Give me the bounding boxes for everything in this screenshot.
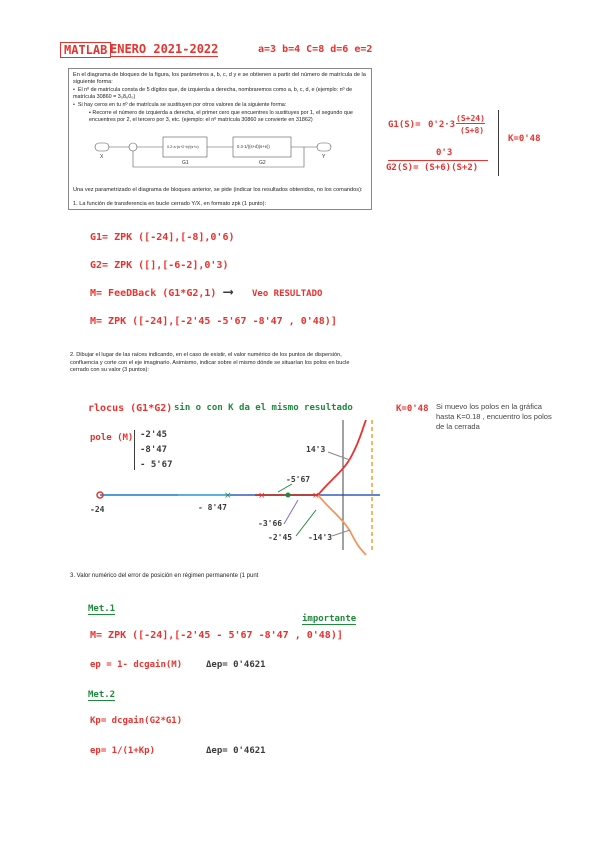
matlab-tag: MATLAB <box>60 42 111 58</box>
pole-marker-minus8: × <box>224 491 232 501</box>
problem-subbullet <box>89 110 363 124</box>
g2-fraction-bar <box>388 160 488 161</box>
label-minus245: -2'45 <box>268 533 293 542</box>
g2-num: 0'3 <box>436 148 453 158</box>
important-note: importante <box>302 614 357 624</box>
arrow-icon: ⟶ <box>224 284 233 300</box>
answer-g1: G1= ZPK ([-24],[-8],0'6) <box>90 232 235 243</box>
input-node <box>95 143 109 151</box>
pole-value-1: -2'45 <box>140 430 168 440</box>
answer-m-zpk: M= ZPK ([-24],[-2'45 -5'67 -8'47 , 0'48)] <box>90 316 337 327</box>
see-result-note: Veo RESULTADO <box>252 289 323 299</box>
problem-bullet-2 <box>73 102 363 109</box>
pole-marker-minus6: × <box>258 491 266 501</box>
arrow-minus143 <box>332 530 350 536</box>
rlocus-title: rlocus (G1*G2) <box>88 403 173 414</box>
method1-delta-ep: Δep= 0'4621 <box>206 660 266 670</box>
rlocus-note: sin o con K da el mismo resultado <box>174 403 353 413</box>
label-minus847: - 8'47 <box>198 503 227 512</box>
problem-intro: En el diagrama de bloques de la figura, los parámetros a, b, c, d y e se obtienen a partir del número de matrícula de la siguiente forma: <box>73 72 366 85</box>
g1-expr: 0'2·3 <box>428 120 456 130</box>
summing-junction <box>129 143 137 151</box>
label-minus143: -14'3 <box>308 533 333 542</box>
g1-num: (S+24) <box>456 114 485 123</box>
question-1: 1. La función de transferencia en bucle cerrado Y/X, en formato zpk (1 punto): <box>73 201 266 207</box>
g1-label: G1(S)= <box>388 120 421 130</box>
k-divider <box>498 110 499 176</box>
label-minus366: -3'66 <box>258 519 283 528</box>
pole-marker-minus2: × <box>312 491 320 501</box>
output-label: Y <box>322 154 326 160</box>
arrow-366 <box>284 500 298 524</box>
lower-branch <box>318 495 366 555</box>
bullet2-text: Si hay ceros en tu nº de matrícula se sustituyen por otros valores de la siguiente forma: <box>77 102 287 108</box>
problem-after: Una vez parametrizado el diagrama de bloques anterior, se pide (indicar los resultados obtenidos, no los comandos): <box>73 187 363 193</box>
subbullet-text: Recorre el número de izquierda a derecha, el primer cero que encuentres lo sustituyes por 1, el segundo que encuentres por 2, el tercero por 3, etc. (ejemplo: el nº matrícula 30860 se convierte en 31862) <box>89 110 353 123</box>
k-value-plot: K=0'48 <box>396 404 429 414</box>
input-label: X <box>100 154 104 160</box>
question-3: 3. Valor numérico del error de posición en régimen permanente (1 punt <box>70 573 259 579</box>
label-minus24: -24 <box>90 505 105 514</box>
method-1: Met.1 <box>88 604 116 614</box>
arrow-567 <box>278 484 292 492</box>
g2-label: G2(S)= <box>386 163 419 173</box>
block-g1-label: G1 <box>182 160 189 166</box>
bullet-dot: • <box>73 87 78 93</box>
problem-bullet-1 <box>73 87 363 101</box>
method2-delta-ep: Δep= 0'4621 <box>206 746 266 756</box>
method-2: Met.2 <box>88 690 116 700</box>
bullet-dot: • <box>73 102 78 108</box>
root-locus-plot <box>0 400 600 560</box>
g2-den: (S+6)(S+2) <box>424 163 479 173</box>
block-g1-tf: 0.2·a·(s+2·b)/(s+c) <box>167 145 199 149</box>
block-diagram <box>69 131 371 181</box>
label-minus567: -5'67 <box>286 475 311 484</box>
method2-ep: ep= 1/(1+Kp) <box>90 746 156 756</box>
g1-den: (S+8) <box>460 126 485 135</box>
block-g2-tf: 0.3·1/((s+d)(s+e)) <box>237 144 270 149</box>
method1-ep: ep = 1- dcgain(M) <box>90 660 183 670</box>
bullet-dot: ▪ <box>89 110 93 116</box>
problem-box <box>68 68 372 210</box>
block-g2-label: G2 <box>259 160 266 166</box>
output-node <box>317 143 331 151</box>
cl-pole-marker <box>286 493 291 498</box>
answer-g2: G2= ZPK ([],[-6-2],0'3) <box>90 260 229 271</box>
method2-kp: Kp= dcgain(G2*G1) <box>90 716 183 726</box>
pole-value-3: - 5'67 <box>140 460 173 470</box>
answer-feedback: M= FeeDBack (G1*G2,1) <box>90 288 217 299</box>
bullet1-text: El nº de matrícula consta de 5 dígitos que, de izquierda a derecha, nombraremos como a, b, c, d, e (ejemplo: nº de matrícula 30860 = 3₀8₆0₀) <box>73 87 353 100</box>
question-2: 2. Dibujar el lugar de las raíces indicando, en el caso de existir, el valor numérico de los puntos de dispersión, confluencia y corte con el eje imaginario. Asimismo, indicar sobre el mismo dónde se situarían los polos en bucle cerrado con su valor (3 puntos): <box>70 352 350 373</box>
method1-m-zpk: M= ZPK ([-24],[-2'45 - 5'67 -8'47 , 0'48)] <box>90 630 343 641</box>
pole-value-2: -8'47 <box>140 445 168 455</box>
k-value-top: K=0'48 <box>508 134 541 144</box>
arrow-143 <box>328 452 350 460</box>
params-line: a=3 b=4 C=8 d=6 e=2 <box>258 44 373 55</box>
pole-m-label: pole (M) <box>90 433 134 443</box>
exam-title: ENERO 2021-2022 <box>110 42 219 56</box>
label-143: 14'3 <box>306 445 326 454</box>
side-note: Si muevo los polos en la gráfica hasta K=0.18 , encuentro los polos de la cerrada <box>436 402 552 431</box>
